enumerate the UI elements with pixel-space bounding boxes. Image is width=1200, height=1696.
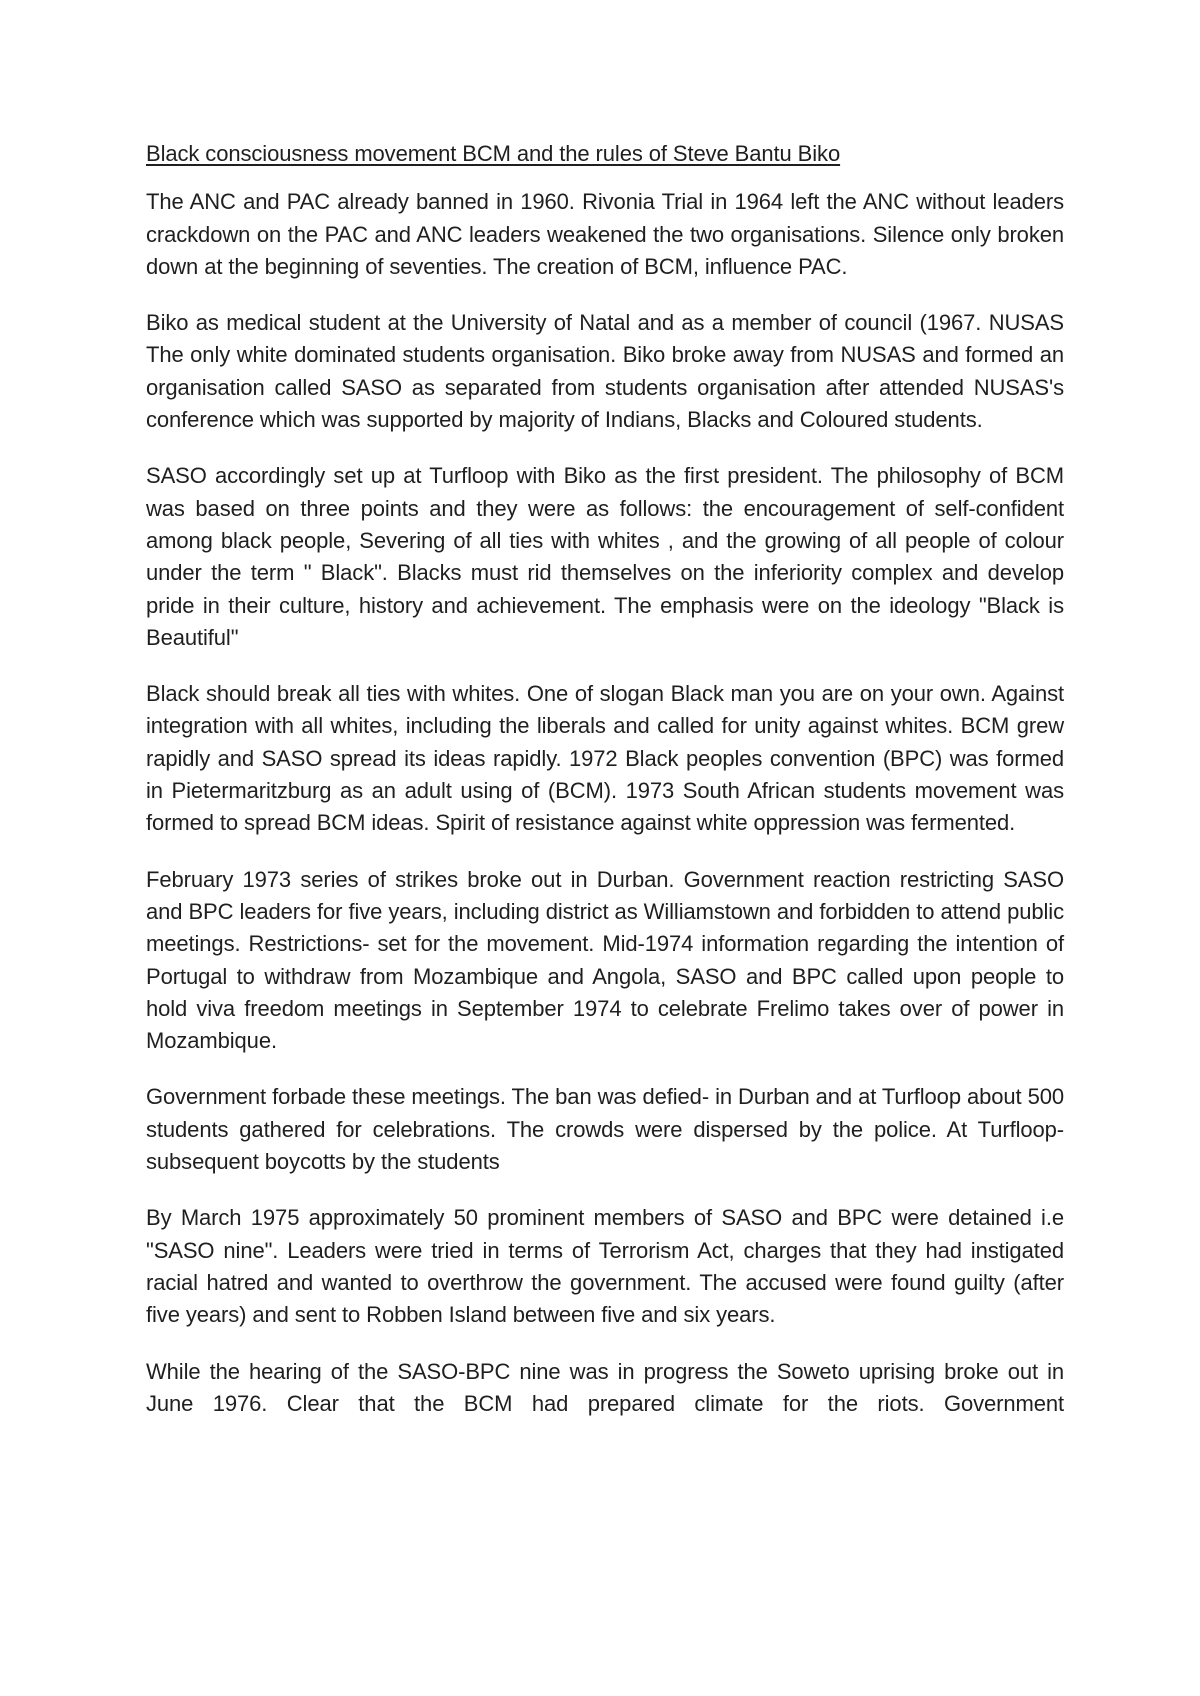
document-page xyxy=(146,138,1064,1420)
paragraph-anc-pac-banned: The ANC and PAC already banned in 1960. Rivonia Trial in 1964 left the ANC without leaders crackdown on the PAC and ANC leaders weakened the two organisations. Silence only broken down at the beginning of seventies. The creation of BCM, influence PAC. xyxy=(146,189,1064,279)
document-title: Black consciousness movement BCM and the rules of Steve Bantu Biko xyxy=(146,141,841,166)
paragraph-saso-philosophy: SASO accordingly set up at Turfloop with Biko as the first president. The philosophy of BCM was based on three points and they were as follows: the encouragement of self-confident among black people, Severing of all ties with whites , and the growing of all people of colour under the term " Black". Blacks must rid themselves on the inferiority complex and develop pride in their culture, history and achievement. The emphasis were on the ideology "Black is Beautiful" xyxy=(146,463,1064,650)
paragraph-break-ties: Black should break all ties with whites. One of slogan Black man you are on your own. Against integration with all whites, including the liberals and called for unity against whites. BCM grew rapidly and SASO spread its ideas rapidly. 1972 Black peoples convention (BPC) was formed in Pietermaritzburg as an adult using of (BCM). 1973 South African students movement was formed to spread BCM ideas. Spirit of resistance against white oppression was fermented. xyxy=(146,681,1064,836)
paragraph-durban-strikes: February 1973 series of strikes broke out in Durban. Government reaction restricting SASO and BPC leaders for five years, including district as Williamstown and forbidden to attend public meetings. Restrictions- set for the movement. Mid-1974 information regarding the intention of Portugal to withdraw from Mozambique and Angola, SASO and BPC called upon people to hold viva freedom meetings in September 1974 to celebrate Frelimo takes over of power in Mozambique. xyxy=(146,866,1064,1054)
paragraph-biko-nusas: Biko as medical student at the University of Natal and as a member of council (1967. NUSAS The only white dominated students organisation. Biko broke away from NUSAS and formed an organisation called SASO as separated from students organisation after attended NUSAS's conference which was supported by majority of Indians, Blacks and Coloured students. xyxy=(146,310,1064,433)
paragraph-saso-nine: By March 1975 approximately 50 prominent members of SASO and BPC were detained i.e "SASO nine". Leaders were tried in terms of Terrorism Act, charges that they had instigated racial hatred and wanted to overthrow the government. The accused were found guilty (after five years) and sent to Robben Island between five and six years. xyxy=(146,1205,1064,1328)
paragraph-soweto-uprising: While the hearing of the SASO-BPC nine was in progress the Soweto uprising broke out in June 1976. Clear that the BCM had prepared climate for the riots. Government xyxy=(146,1358,1064,1416)
paragraph-meetings-forbidden: Government forbade these meetings. The ban was defied- in Durban and at Turfloop about 500 students gathered for celebrations. The crowds were dispersed by the police. At Turfloop- subsequent boycotts by the students xyxy=(146,1084,1064,1175)
